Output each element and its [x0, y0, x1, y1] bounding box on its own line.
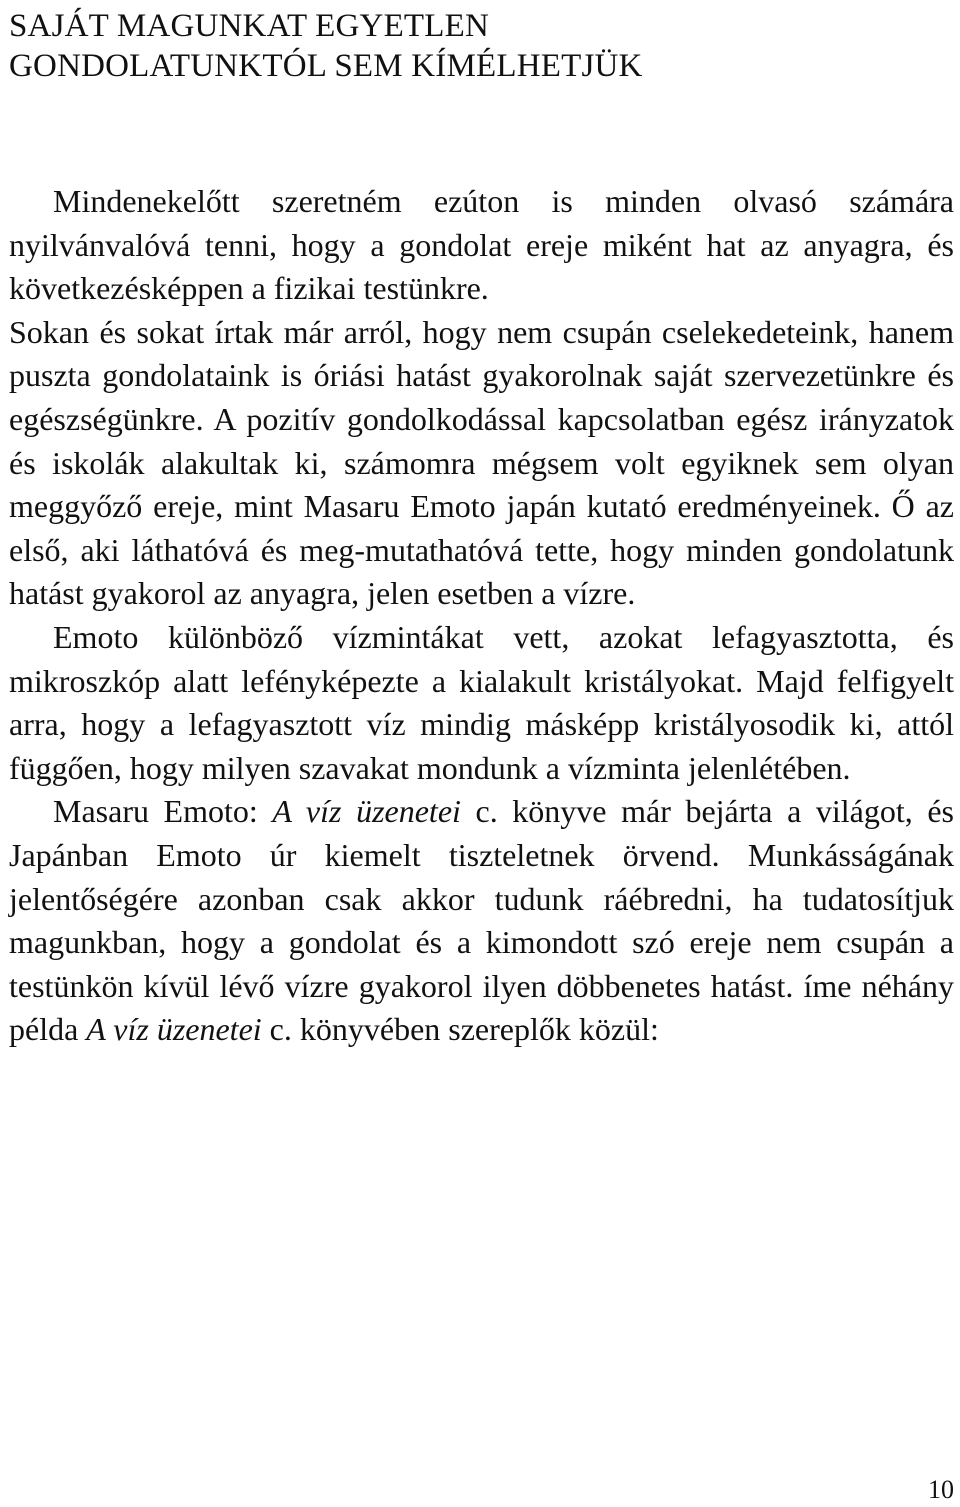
paragraph-emoto-experiment: Emoto különböző vízmintákat vett, azokat lefagyasztotta, és mikroszkóp alatt lefényképezte a kialakult kristályokat. Majd felfigyelt arra, hogy a lefagyasztott víz mindig másképp kristályosodik ki, attól függően, hogy milyen szavakat mondunk a vízminta jelenlétében.: [9, 618, 954, 786]
chapter-title-line-2: GONDOLATUNKTÓL SEM KÍMÉLHETJÜK: [9, 48, 643, 84]
body-text: [9, 180, 954, 1052]
paragraph-book-part-1: Masaru Emoto:: [53, 793, 273, 830]
paragraph-book-part-3: c. könyvében szereplők közül:: [261, 1011, 659, 1048]
paragraph-intro: Mindenekelőtt szeretném ezúton is minden olvasó számára nyilvánvalóvá tenni, hogy a gondolat ereje miként hat az anyagra, és következésképpen a fizikai testünkre.: [9, 183, 954, 307]
paragraph-positive-thinking: Sokan és sokat írtak már arról, hogy nem csupán cselekedeteink, hanem puszta gondolataink is óriási hatást gyakorolnak saját szervezetünkre és egészségünkre. A pozitív gondolkodással kapcsolatban egész irányzatok és iskolák alakultak ki, számomra mégsem volt egyiknek sem olyan meggyőző ereje, mint Masaru Emoto japán kutató eredményeinek. Ő az első, aki láthatóvá és meg-mutathatóvá tette, hogy minden gondolatunk hatást gyakorol az anyagra, jelen esetben a vízre.: [9, 313, 954, 612]
chapter-title: [9, 6, 909, 86]
paragraph-book-part-2: c. könyve már bejárta a világot, és Japánban Emoto úr kiemelt tiszteletnek örvend. Munkásságának jelentőségére azonban csak akkor tudunk ráébredni, ha tudatosítjuk magunkban, hogy a gondolat és a kimondott szó ereje nem csupán a testünkön kívül lévő vízre gyakorol ilyen döbbenetes hatást. íme néhány példa: [9, 793, 955, 1048]
book-title-2: A víz üzenetei: [86, 1011, 262, 1048]
paragraph-book: [9, 790, 954, 1052]
book-title: A víz üzenetei: [272, 793, 461, 830]
page-number: 10: [928, 1475, 954, 1504]
chapter-title-line-1: SAJÁT MAGUNKAT EGYETLEN: [9, 8, 490, 44]
